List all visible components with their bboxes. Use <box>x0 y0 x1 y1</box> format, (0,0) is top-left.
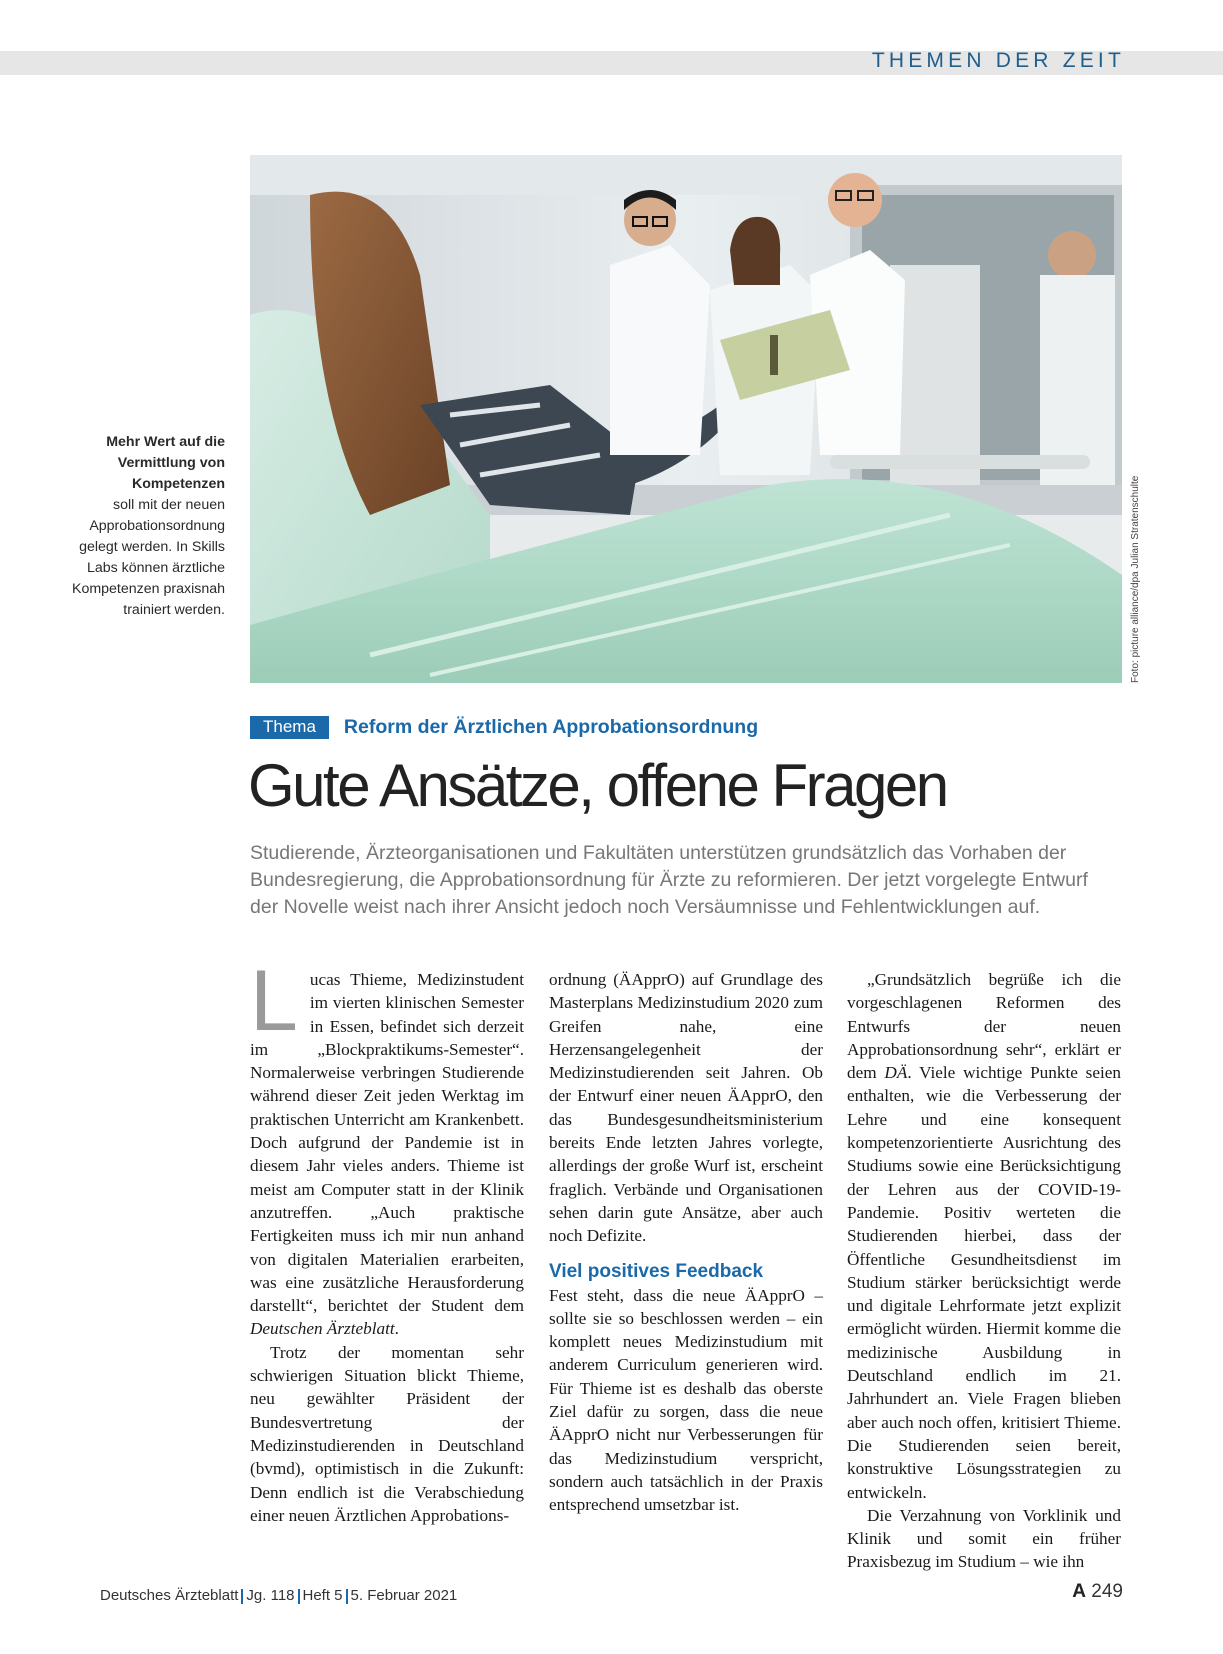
page-prefix: A <box>1072 1581 1087 1602</box>
paragraph: ordnung (ÄApprO) auf Grundlage des Masterplans Medizinstudium 2020 zum Greifen nahe, eine Herzensangelegenheit der Medizinstudierenden seit Jahren. Ob der Entwurf einer neuen ÄApprO, den das Bundesgesundheitsministerium bereits Ende letzten Jahres vorlegte, allerdings der große Wurf ist, erscheint fraglich. Verbände und Organisationen sehen darin gute Ansätze, aber auch noch Defizite. <box>549 970 823 1246</box>
photo-caption-text: soll mit der neuen Approbationsordnung gelegt werden. In Skills Labs können ärztliche Kompetenzen praxisnah trainiert werden. <box>71 497 225 618</box>
publication-abbrev: DÄ <box>884 1063 908 1083</box>
text-column-3 <box>847 968 1121 1574</box>
headline: Gute Ansätze, offene Fragen <box>248 752 947 819</box>
text-column-2 <box>549 968 823 1517</box>
publication-name: Deutschen Ärzteblatt <box>250 1319 395 1339</box>
photo-credit: Foto: picture alliance/dpa Julian Stratenschulte <box>1130 475 1141 683</box>
lead: Studierende, Ärzteorganisationen und Fakultäten unterstützen grundsätzlich das Vorhaben der Bundesregierung, die Approbationsordnung für Ärzte zu reformieren. Der jetzt vorgelegte Entwurf der Novelle weist nach ihrer Ansicht jedoch noch Versäumnisse und Fehlentwicklungen auf. <box>250 842 1088 918</box>
issue: Heft 5 <box>302 1587 343 1604</box>
thema-tag: Thema <box>250 716 329 739</box>
page-number <box>1072 1581 1123 1603</box>
journal-name: Deutsches Ärzteblatt <box>100 1587 239 1604</box>
paragraph <box>847 968 1121 1504</box>
photo-caption-title: Mehr Wert auf die Vermittlung von Kompetenzen <box>106 434 225 492</box>
paragraph: Trotz der momentan sehr schwierigen Situation blickt Thieme, neu gewählter Präsident der Bundesvertretung der Medizinstudierenden in Deutschland (bvmd), optimistisch in die Zukunft: Denn endlich ist die Verabschiedung einer neuen Ärztlichen Approbations- <box>250 1342 524 1525</box>
paragraph-text: ucas Thieme, Medizinstudent im vierten klinischen Semester in Essen, befindet sich derzeit im „Blockpraktikums-Semester“. Normalerweise verbringen Studierende während dieser Zeit jeden Werktag im praktischen Unterricht am Krankenbett. Doch aufgrund der Pandemie ist in diesem Jahr vieles anders. Thieme ist meist am Computer statt in der Klinik anzutreffen. „Auch praktische Fertigkeiten muss ich mir nun anhand von digitalen Materialien erarbeiten, was eine zusätzliche Herausforderung darstellt“, berichtet der Student dem <box>250 970 524 1316</box>
footer-citation <box>100 1587 457 1604</box>
paragraph-text: . <box>394 1319 399 1339</box>
photo-caption <box>60 432 225 621</box>
subheading: Viel positives Feedback <box>549 1260 764 1282</box>
text-column-1 <box>250 953 524 1527</box>
article-photo <box>250 155 1122 683</box>
volume: Jg. 118 <box>246 1587 295 1604</box>
paragraph <box>250 953 524 1341</box>
date: 5. Februar 2021 <box>350 1587 458 1604</box>
paragraph-text: . Viele wichtige Punkte seien enthalten, wie die Verbesserung der Lehre und eine konsequent kompetenzorientierte Ausrichtung des Studiums sowie eine Berücksichtigung der Lehren aus der COVID-19-Pandemie. Positiv werteten die Studierenden hierbei, dass der Öffentliche Gesundheitsdienst im Studium stärker berücksichtigt werde und digitale Lehrformate jetzt explizit ermöglicht würden. Hiermit komme die medizinische Ausbildung in Deutschland endlich im 21. Jahrhundert an. Viele Fragen blieben aber auch noch offen, kritisiert Thieme. Die Studierenden seien bereit, konstruktive Lösungsstrategien zu entwickeln. <box>847 1063 1121 1502</box>
section-label: THEMEN DER ZEIT <box>871 49 1125 72</box>
paragraph: Die Verzahnung von Vorklinik und Klinik und somit ein früher Praxisbezug im Studium – wie ihn <box>847 1505 1121 1572</box>
separator <box>241 1589 243 1604</box>
kicker-row <box>250 716 758 742</box>
dropcap: L <box>250 953 298 1049</box>
separator <box>298 1589 300 1604</box>
paragraph: Fest steht, dass die neue ÄApprO – sollte sie so beschlossen werden – ein komplett neues Medizinstudium mit anderem Curriculum generieren wird. Für Thieme ist es deshalb das oberste Ziel dafür zu sorgen, dass die neue ÄApprO nicht nur Verbesserungen für das Medizinstudium verspricht, sondern auch tatsächlich in der Praxis entsprechend umsetzbar ist. <box>549 1285 823 1515</box>
page-number-value: 249 <box>1091 1581 1123 1602</box>
paragraph-text: „Grundsätzlich begrüße ich die vorgeschlagenen Reformen des Entwurfs der neuen Approbationsordnung sehr“, erklärt er dem <box>847 970 1121 1083</box>
kicker: Reform der Ärztlichen Approbationsordnung <box>343 716 759 738</box>
separator <box>346 1589 348 1604</box>
